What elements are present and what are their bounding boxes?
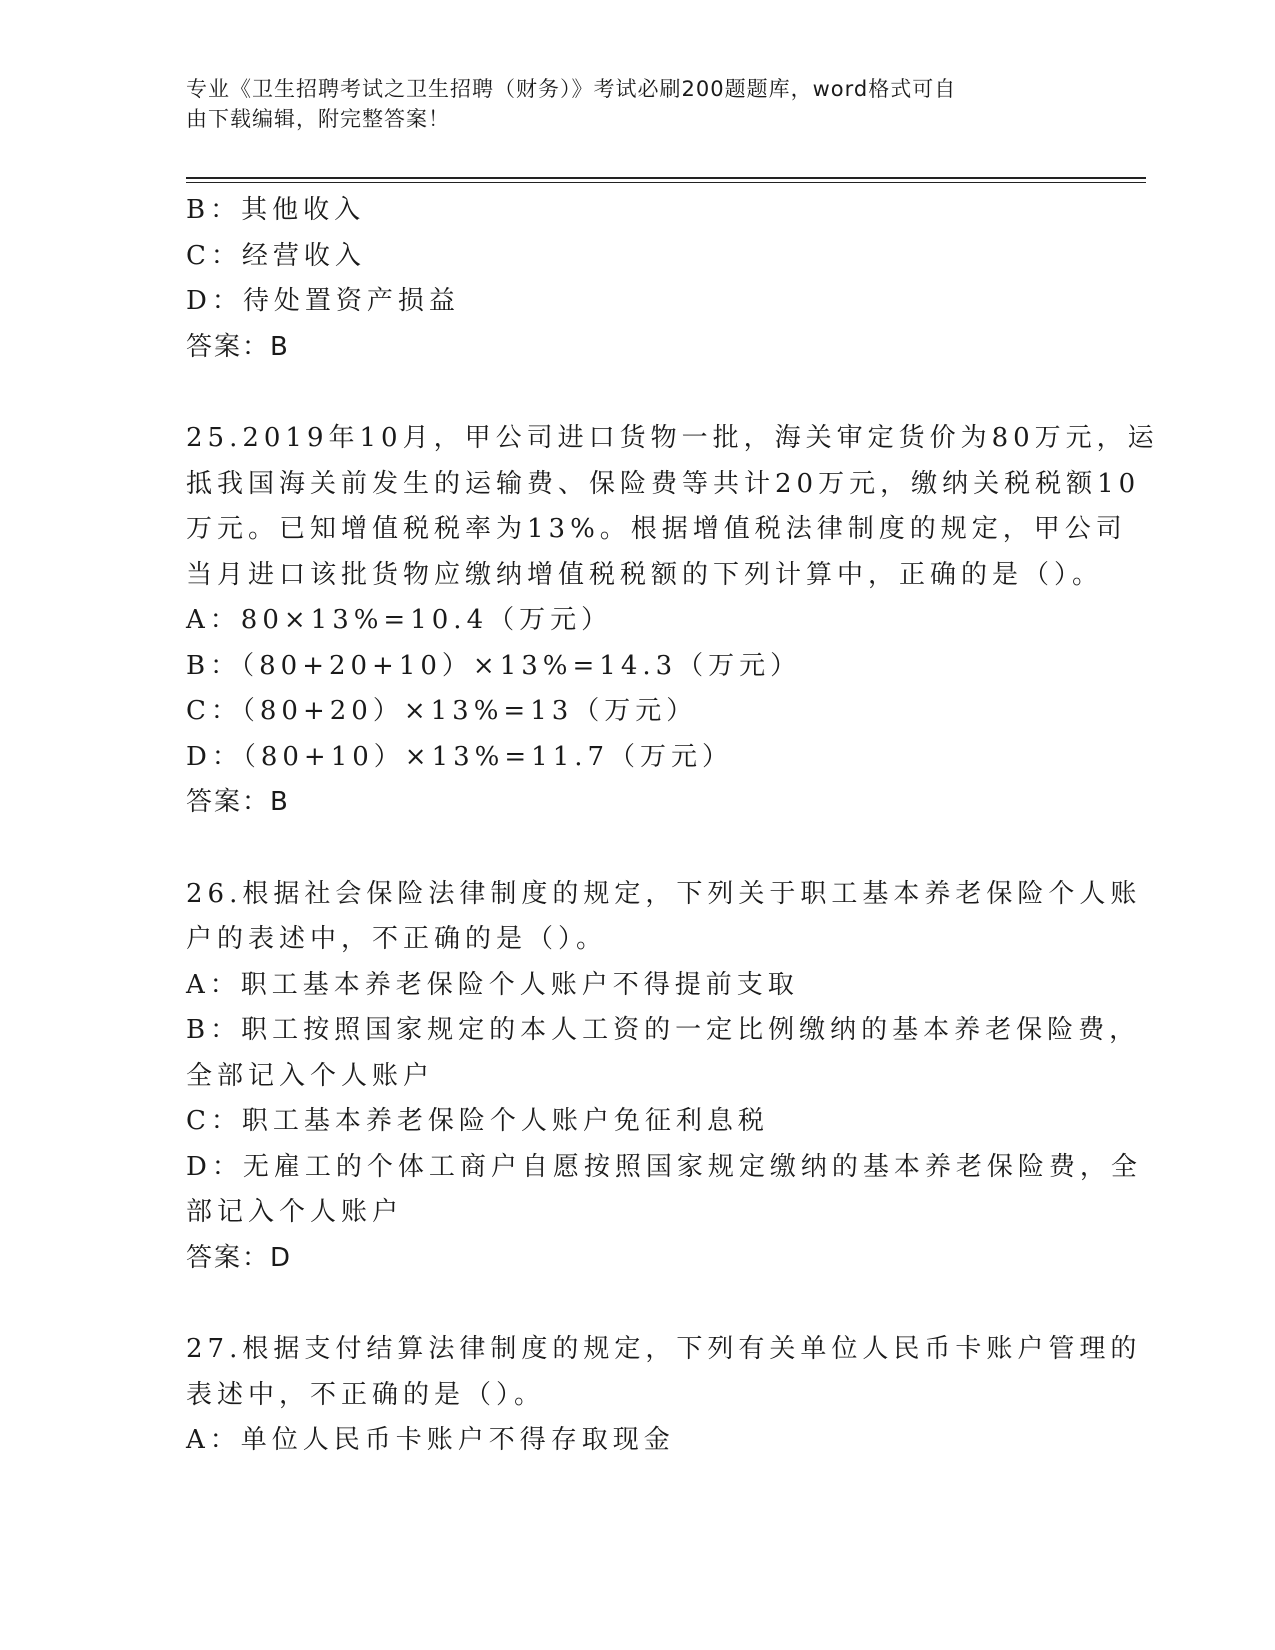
q25-stem-line-3: 万元。已知增值税税率为13%。根据增值税法律制度的规定，甲公司 [186, 514, 1127, 544]
q25-stem-line-4: 当月进口该批货物应缴纳增值税税额的下列计算中，正确的是（）。 [186, 559, 1104, 590]
q24-option-c: C：经营收入 [186, 240, 366, 271]
q24-option-d: D：待处置资产损益 [186, 286, 460, 316]
q24-option-b: B：其他收入 [186, 195, 366, 225]
q24-answer: 答案：B [186, 331, 290, 362]
q25-option-b: B：（80+20+10）×13%=14.3（万元） [186, 650, 802, 681]
question-content [186, 188, 1159, 1464]
q26-option-b-line-1: B：职工按照国家规定的本人工资的一定比例缴纳的基本养老保险费， [186, 1015, 1141, 1045]
q26-answer: 答案：D [186, 1242, 293, 1273]
spacer [186, 1281, 1086, 1327]
q25-answer: 答案：B [186, 787, 290, 817]
q25-stem-line-2: 抵我国海关前发生的运输费、保险费等共计20万元，缴纳关税税额10 [186, 468, 1141, 499]
q26-option-d-line-1: D：无雇工的个体工商户自愿按照国家规定缴纳的基本养老保险费，全 [186, 1151, 1142, 1182]
q25-option-d: D：（80+10）×13%=11.7（万元） [186, 741, 734, 772]
q26-stem-line-1: 26.根据社会保险法律制度的规定，下列关于职工基本养老保险个人账 [186, 878, 1142, 909]
q26-option-c: C：职工基本养老保险个人账户免征利息税 [186, 1106, 769, 1136]
spacer [186, 370, 1086, 416]
q25-option-a: A：80×13%=10.4（万元） [186, 605, 613, 635]
q26-option-d-line-2: 部记入个人账户 [186, 1197, 404, 1227]
header-divider [186, 177, 1146, 179]
header-divider-thin [186, 182, 1146, 183]
q25-option-c: C：（80+20）×13%=13（万元） [186, 696, 698, 726]
q27-stem-line-1: 27.根据支付结算法律制度的规定，下列有关单位人民币卡账户管理的 [186, 1334, 1142, 1364]
header-line-1: 专业《卫生招聘考试之卫生招聘（财务）》考试必刷200题题库，word格式可自 [186, 77, 957, 101]
spacer [186, 826, 1086, 872]
q26-stem-line-2: 户的表述中，不正确的是（）。 [186, 924, 608, 954]
q27-stem-line-2: 表述中，不正确的是（）。 [186, 1379, 546, 1410]
q25-stem-line-1: 25.2019年10月，甲公司进口货物一批，海关审定货价为80万元，运 [186, 423, 1159, 453]
header-line-2: 由下载编辑，附完整答案！ [186, 107, 450, 131]
document-header [186, 74, 1086, 134]
q26-option-b-line-2: 全部记入个人账户 [186, 1060, 435, 1091]
q27-option-a: A：单位人民币卡账户不得存取现金 [186, 1425, 675, 1455]
q26-option-a: A：职工基本养老保险个人账户不得提前支取 [186, 969, 799, 1000]
